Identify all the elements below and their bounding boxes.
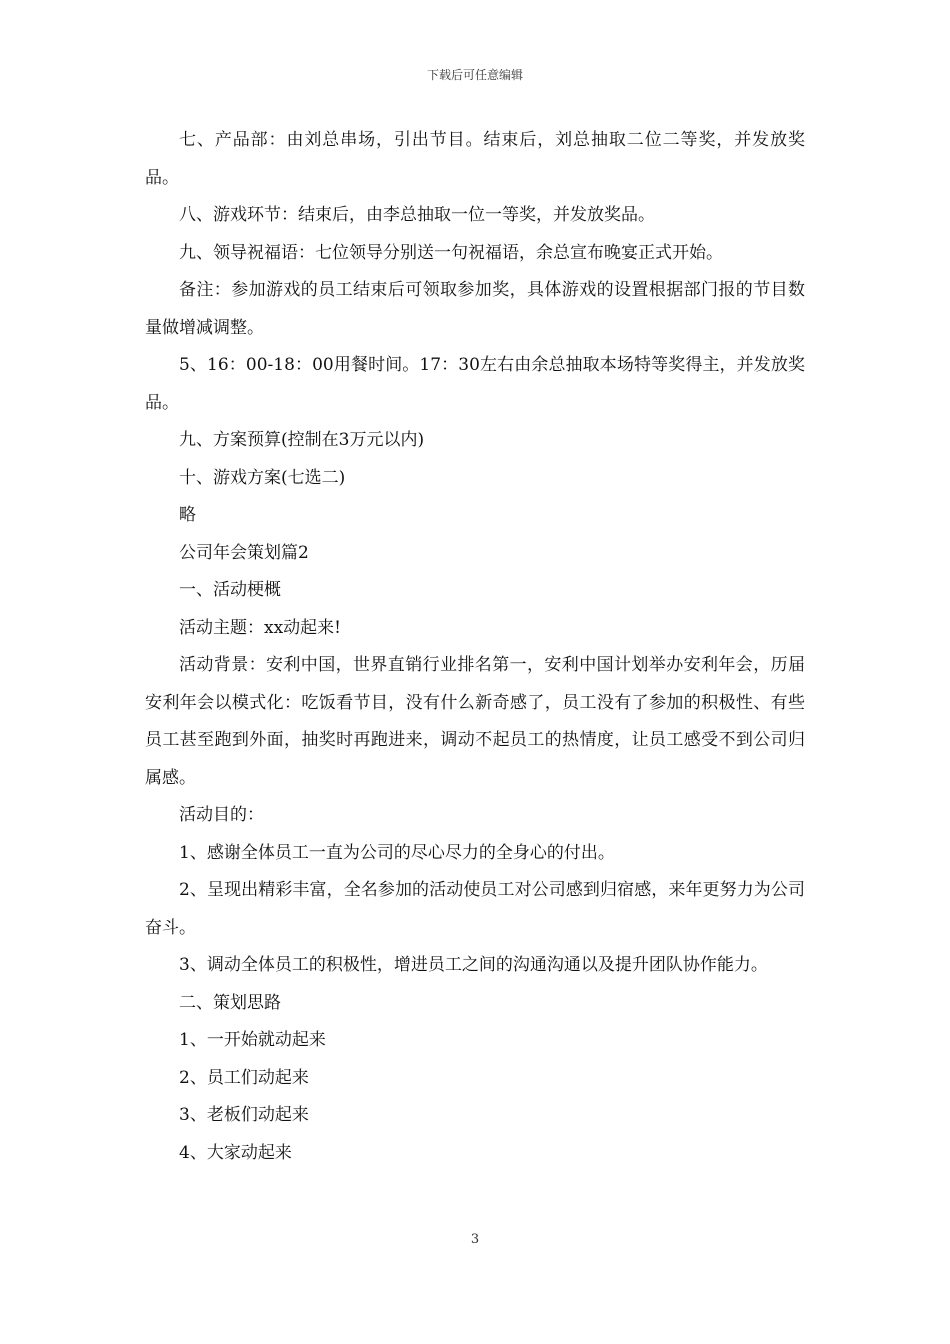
paragraph: 3、老板们动起来 xyxy=(179,1105,309,1125)
paragraph: 3、调动全体员工的积极性，增进员工之间的沟通沟通以及提升团队协作能力。 xyxy=(179,955,768,975)
paragraph: 十、游戏方案(七选二) xyxy=(179,467,346,488)
section-title: 公司年会策划篇2 xyxy=(179,542,309,563)
page-header: 下载后可任意编辑 xyxy=(426,68,523,82)
paragraph: 活动背景：安利中国，世界直销行业排名第一，安利中国计划举办安利年会，历届安利年会以模式化：吃饭看节目，没有什么新奇感了，员工没有了参加的积极性、有些员工甚至跑到外面，抽奖时再跑进来，调动不起员工的热情度，让员工感受不到公司归属感。 xyxy=(145,655,805,788)
paragraph: 2、呈现出精彩丰富，全名参加的活动使员工对公司感到归宿感，来年更努力为公司奋斗。 xyxy=(145,880,805,938)
paragraph: 活动主题：xx动起来! xyxy=(179,617,342,638)
paragraph: 九、领导祝福语：七位领导分别送一句祝福语，余总宣布晚宴正式开始。 xyxy=(179,242,723,263)
paragraph: 活动目的： xyxy=(179,805,264,825)
paragraph: 七、产品部：由刘总串场，引出节目。结束后，刘总抽取二位二等奖，并发放奖品。 xyxy=(145,130,805,188)
paragraph: 略 xyxy=(179,505,196,525)
paragraph: 九、方案预算(控制在3万元以内) xyxy=(179,430,425,450)
paragraph: 一、活动梗概 xyxy=(179,580,281,600)
paragraph: 二、策划思路 xyxy=(179,992,281,1013)
paragraph: 八、游戏环节：结束后，由李总抽取一位一等奖，并发放奖品。 xyxy=(179,205,655,225)
paragraph: 2、员工们动起来 xyxy=(179,1067,309,1088)
paragraph: 备注：参加游戏的员工结束后可领取参加奖，具体游戏的设置根据部门报的节目数量做增减调整。 xyxy=(145,280,805,338)
paragraph: 1、一开始就动起来 xyxy=(179,1030,326,1050)
paragraph: 5、16：00-18：00用餐时间。17：30左右由余总抽取本场特等奖得主，并发放奖品。 xyxy=(145,355,805,413)
document-body xyxy=(145,122,805,1172)
paragraph: 4、大家动起来 xyxy=(179,1142,292,1163)
paragraph: 1、感谢全体员工一直为公司的尽心尽力的全身心的付出。 xyxy=(179,842,615,863)
page-number: 3 xyxy=(470,1232,480,1247)
